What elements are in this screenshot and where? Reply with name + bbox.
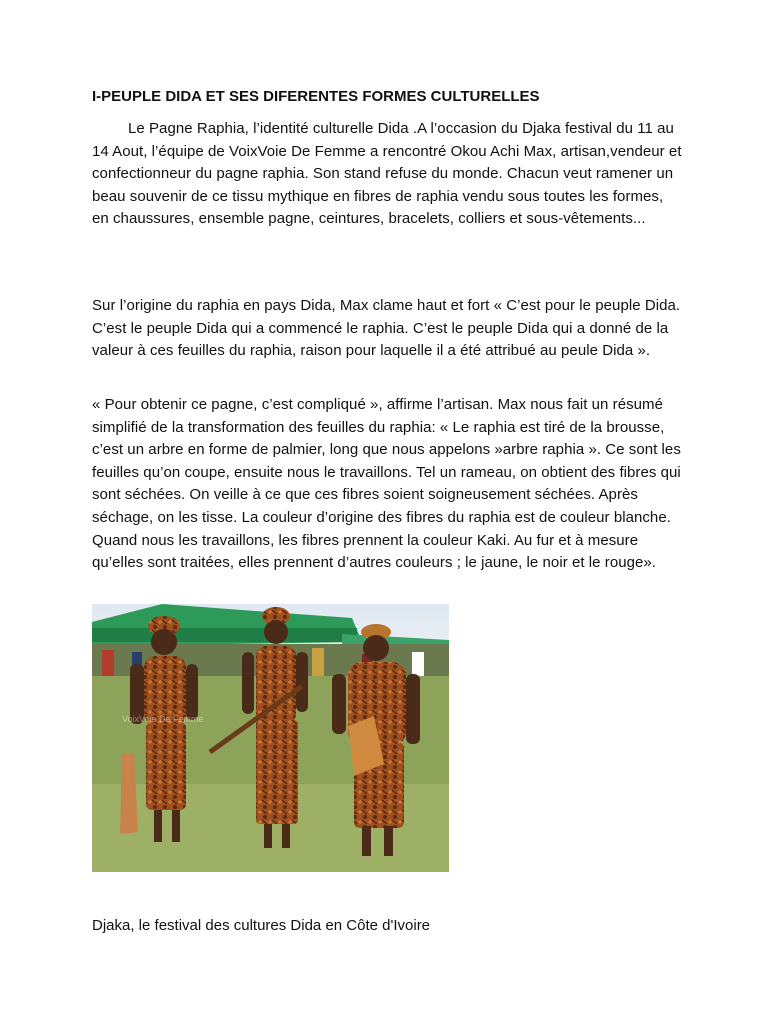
photo-watermark: VoixVoie De Femme [122, 714, 204, 724]
photo-illustration [92, 604, 449, 872]
paragraph-process: « Pour obtenir ce pagne, c’est compliqué », affirme l’artisan. Max nous fait un résumé simplifié de la transformation des feuilles du raphia: « Le raphia est tiré de la brousse, c’est un arbre en forme de palmier, long que nous appelons »arbre raphia ». Ce sont les feuilles qu’on coupe, ensuite nous le travaillons. Tel un rameau, on obtient des fibres qui sont séchées. On veille à ce que ces fibres soient soigneusement séchées. Après séchage, on les tisse. La couleur d’origine des fibres du raphia est de couleur blanche. Quand nous les travaillons, les fibres prennent la couleur Kaki. Au fur et à mesure qu’elles sont traitées, elles prennent d’autres couleurs ; le jaune, le noir et le rouge». [92, 396, 681, 572]
festival-photo [92, 604, 449, 872]
paragraph-intro-text: Le Pagne Raphia, l’identité culturelle Dida .A l’occasion du Djaka festival du 11 au 14 Aout, l’équipe de VoixVoie De Femme a rencontré Okou Achi Max, artisan,vendeur et confectionneur du pagne raphia. Son stand refuse du monde. Chacun veut ramener un beau souvenir de ce tissu mythique en fibres de raphia vendu sous toutes les formes, en chaussures, ensemble pagne, ceintures, bracelets, colliers et sous-vêtements... [92, 120, 682, 228]
paragraph-intro [92, 118, 682, 231]
photo-caption: Djaka, le festival des cultures Dida en Côte d'Ivoire [92, 917, 431, 934]
paragraph-origin: Sur l’origine du raphia en pays Dida, Max clame haut et fort « C’est pour le peuple Dida. C’est le peuple Dida qui a commencé le raphia. C’est le peuple Dida qui a donné de la valeur à ces feuilles du raphia, raison pour laquelle il a été attribué au peule Dida ». [92, 297, 681, 360]
section-heading: I-PEUPLE DIDA ET SES DIFERENTES FORMES CULTURELLES [92, 88, 540, 105]
